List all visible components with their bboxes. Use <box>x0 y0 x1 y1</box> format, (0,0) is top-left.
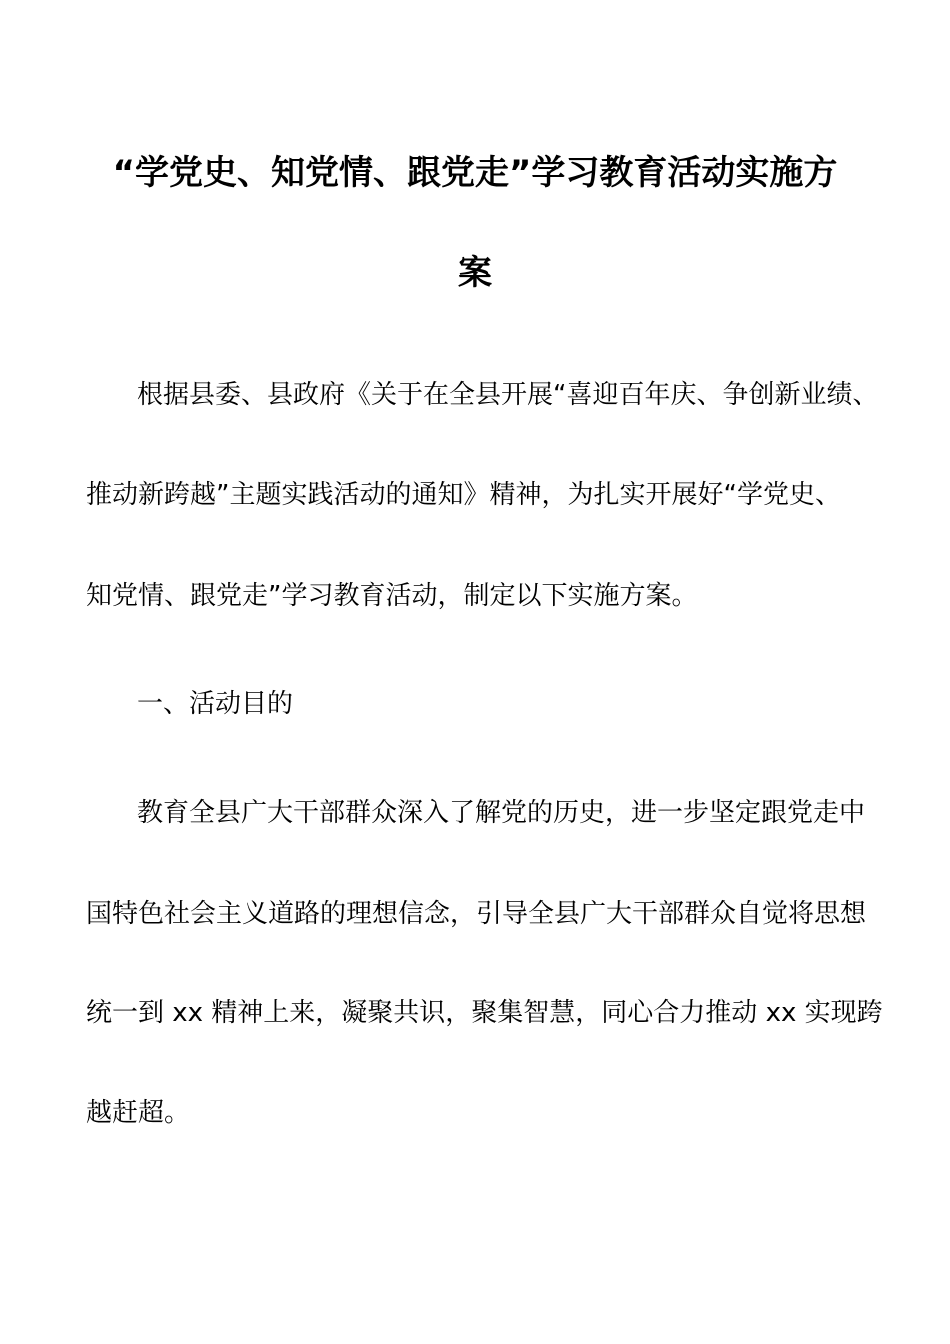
document-title-line-1: “学党史、知党情、跟党走”学习教育活动实施方 <box>112 153 838 193</box>
section-heading-purpose: 一、活动目的 <box>137 689 294 719</box>
purpose-paragraph-line-1: 教育全县广大干部群众深入了解党的历史，进一步坚定跟党走中 <box>137 798 866 828</box>
intro-paragraph-line-2: 推动新跨越”主题实践活动的通知》精神，为扎实开展好“学党史、 <box>86 480 841 510</box>
purpose-paragraph-line-2: 国特色社会主义道路的理想信念，引导全县广大干部群众自觉将思想 <box>86 899 867 929</box>
purpose-paragraph-line-3: 统一到 xx 精神上来，凝聚共识，聚集智慧，同心合力推动 xx 实现跨 <box>86 998 883 1028</box>
document-title-line-2: 案 <box>458 253 492 293</box>
purpose-paragraph-line-4: 越赶超。 <box>86 1098 191 1128</box>
intro-paragraph-line-3: 知党情、跟党走”学习教育活动，制定以下实施方案。 <box>86 581 698 611</box>
intro-paragraph-line-1: 根据县委、县政府《关于在全县开展“喜迎百年庆、争创新业绩、 <box>137 380 879 410</box>
